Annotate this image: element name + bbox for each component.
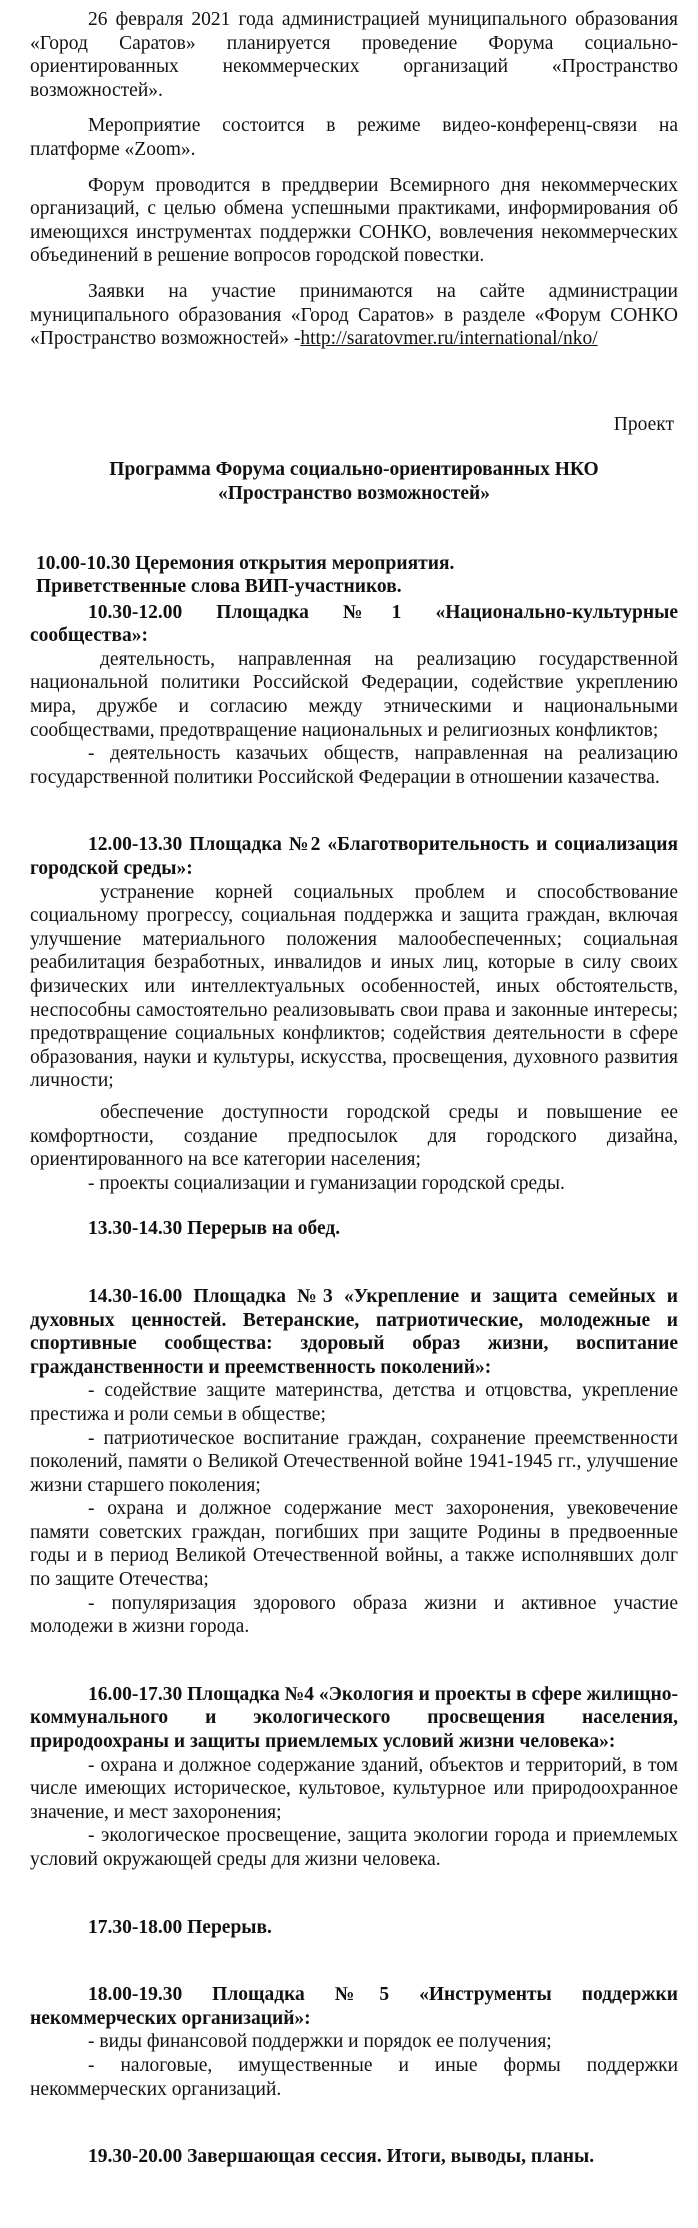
program-title-line-1: Программа Форума социально-ориентированных НКО — [109, 459, 599, 481]
section-2-item-2: обеспечение доступности городской среды и повышение ее комфортности, создание предпосылок для городского дизайна, ориентированного на все категории населения; — [30, 1101, 678, 1171]
section-3-heading: 14.30-16.00 Площадка №3 «Укрепление и защита семейных и духовных ценностей. Ветеранские, патриотические, молодежные и спортивные сообщества: здоровый образ жизни, воспитание гражданственности и преемственность поколений»: — [30, 1285, 678, 1378]
intro-paragraph-4 — [30, 280, 678, 351]
section-1-item-1: деятельность, направленная на реализацию государственной национальной политики Российской Федерации, содействие укреплению мира, дружбе и согласию между этническими и национальными сообществами, предотвращение национальных и религиозных конфликтов; — [30, 648, 678, 741]
intro-paragraph-2: Мероприятие состоится в режиме видео-конференц-связи на платформе «Zoom». — [30, 115, 678, 160]
section-4-item-2: - экологическое просвещение, защита экологии города и приемлемых условий окружающей среды для жизни человека. — [30, 1825, 678, 1870]
draft-label: Проект — [613, 413, 674, 435]
section-3-item-4: - популяризация здорового образа жизни и активное участие молодежи в жизни города. — [30, 1592, 678, 1638]
registration-link[interactable]: http://saratovmer.ru/international/nko/ — [300, 328, 598, 350]
section-3-item-2: - патриотическое воспитание граждан, сохранение преемственности поколений, памяти о Великой Отечественной войне 1941-1945 гг., улучшение жизни старшего поколения; — [30, 1427, 678, 1496]
opening-session-line-2: Приветственные слова ВИП-участников. — [36, 576, 402, 598]
section-3-item-3: - охрана и должное содержание мест захоронения, увековечение памяти советских граждан, погибших при защите Родины в предвоенные годы и в период Великой Отечественной войны, а также исполнявших долг по защите Отечества; — [30, 1498, 678, 1591]
short-break: 17.30-18.00 Перерыв. — [88, 1916, 272, 1938]
section-2-item-1: устранение корней социальных проблем и способствование социальному прогрессу, социальная поддержка и защита граждан, включая улучшение материального положения малообеспеченных; социальная реабилитация безработных, инвалидов и иных лиц, которые в силу своих физических или интеллектуальных особенностей, иных обстоятельств, неспособны самостоятельно реализовывать свои права и законные интересы; предотвращение социальных конфликтов; содействия деятельности в сфере образования, науки и культуры, искусства, просвещения, духовного развития личности; — [30, 881, 678, 1092]
lunch-break: 13.30-14.30 Перерыв на обед. — [88, 1218, 341, 1240]
section-4-heading: 16.00-17.30 Площадка №4 «Экология и проекты в сфере жилищно-коммунального и экологического просвещения населения, природоохраны и защиты приемлемых условий жизни человека»: — [30, 1683, 678, 1753]
section-1-item-2: - деятельность казачьих обществ, направленная на реализацию государственной политики Российской Федерации в отношении казачества. — [30, 743, 678, 788]
opening-session-line-1: 10.00-10.30 Церемония открытия мероприятия. — [36, 552, 455, 574]
program-title-line-2: «Пространство возможностей» — [217, 482, 491, 504]
intro-paragraph-3: Форум проводится в преддверии Всемирного дня некоммерческих организаций, с целью обмена успешными практиками, информирования об имеющихся инструментах поддержки СОНКО, вовлечения некоммерческих объединений в решение вопросов городской повестки. — [30, 174, 678, 267]
section-4-item-1: - охрана и должное содержание зданий, объектов и территорий, в том числе имеющих историческое, культовое, культурное или природоохранное значение, и мест захоронения; — [30, 1754, 678, 1823]
section-2-heading: 12.00-13.30 Площадка №2 «Благотворительность и социализация городской среды»: — [30, 834, 678, 880]
section-5-item-1: - виды финансовой поддержки и порядок ее получения; — [88, 2031, 552, 2053]
intro-paragraph-1: 26 февраля 2021 года администрацией муниципального образования «Город Саратов» планируется проведение Форума социально-ориентированных некоммерческих организаций «Пространство возможностей». — [30, 9, 678, 101]
section-5-item-2: - налоговые, имущественные и иные формы поддержки некоммерческих организаций. — [30, 2054, 678, 2100]
section-5-heading: 18.00-19.30 Площадка №5 «Инструменты поддержки некоммерческих организаций»: — [30, 1984, 678, 2029]
section-1-heading: 10.30-12.00 Площадка №1 «Национально-культурные сообщества»: — [30, 601, 678, 647]
intro-paragraph-4-text: Заявки на участие принимаются на сайте администрации муниципального образования «Город Саратов» в разделе «Форум СОНКО «Пространство возможностей» - — [30, 280, 678, 350]
section-2-item-3: - проекты социализации и гуманизации городской среды. — [88, 1172, 565, 1194]
section-3-item-1: - содействие защите материнства, детства и отцовства, укрепление престижа и роли семьи в обществе; — [30, 1380, 678, 1425]
final-session: 19.30-20.00 Завершающая сессия. Итоги, выводы, планы. — [88, 2146, 595, 2168]
